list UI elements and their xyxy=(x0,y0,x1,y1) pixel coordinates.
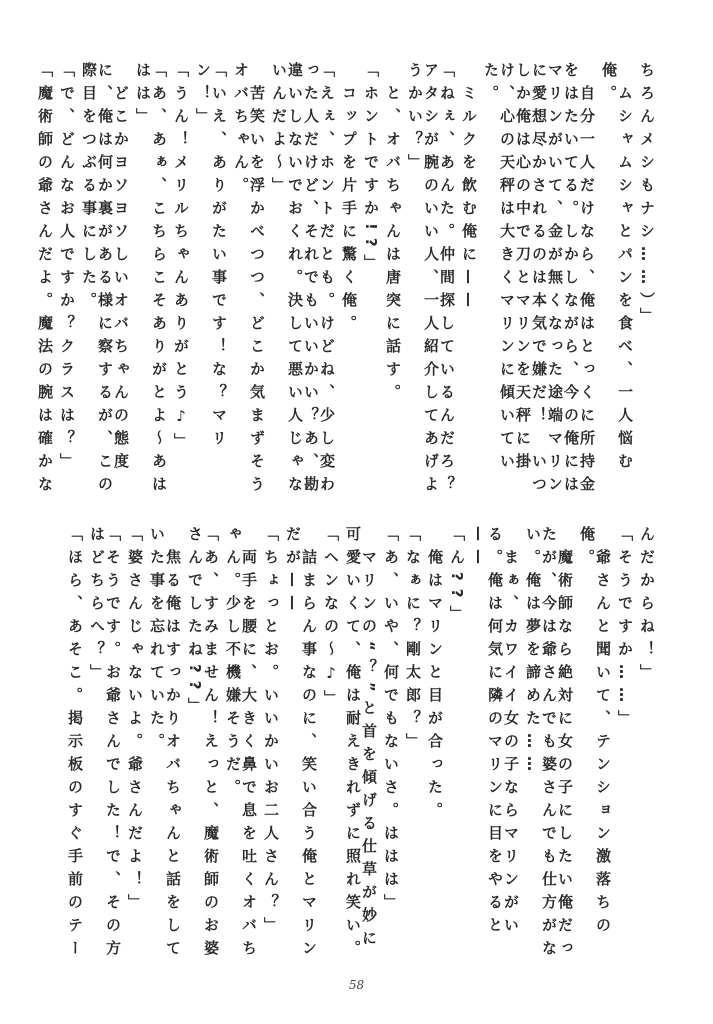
paragraph: コップを片手に驚く俺。 xyxy=(340,62,358,338)
paragraph: 「なぁに？剛太郎？」 xyxy=(404,526,422,756)
paragraph: 「えぇ、ホントだとも。けどね、少し変わった人だけど、それでもいいかい？あ、勘違いしないでおくれ。決して悪い人じゃないんだよ～」 xyxy=(270,62,336,499)
paragraph: 「あ、あぁ、こちらこそありがとよ～あははは」 xyxy=(134,62,168,499)
paragraph: 「いえ、ありがたい事です！な？マリン！」 xyxy=(194,62,228,453)
paragraph: 「ちょっとお。いいかいお二人さん？」 xyxy=(262,526,280,940)
paragraph: 「ヘンなの～♪」 xyxy=(322,526,340,713)
paragraph: 「そうです。お爺さんでした！で、その方はどちらへ？」 xyxy=(88,526,122,963)
page-number: 58 xyxy=(348,978,365,992)
paragraph: 「ホントですか!?」 xyxy=(362,62,380,278)
upper-text-block xyxy=(31,62,655,504)
paragraph: んだからね！」 xyxy=(638,526,656,687)
paragraph: まぁ、カワイイ女の子ならマリンがいる。俺は何気に隣のマリンに目をやると—— xyxy=(470,526,520,940)
paragraph: 焦る俺はすっかりオバちゃんと話をしていた事を忘れていた。 xyxy=(148,526,182,963)
paragraph: と、オバちゃんは唐突に話す。 xyxy=(384,62,402,407)
paragraph: 「ん??」 xyxy=(448,526,466,629)
paragraph: 俺はマリンと目が合った。 xyxy=(426,526,444,825)
paragraph: 「ほら、あそこ。掲示板のすぐ手前のテー xyxy=(66,526,84,963)
paragraph: 爺さんと聞いて、テンション激落ちの俺。 xyxy=(578,526,612,940)
paragraph: 「あ、すみません！えっと、魔術師のお婆さんでしたね??」 xyxy=(186,526,220,963)
paragraph: 「ねぇ、あんた。仲間探しているんだろ？アタシが腕のいい人、一人紹介してあげようかい？」 xyxy=(406,62,456,499)
paragraph: 苦笑いを浮かべつつ、どこか気まずそうオバちゃん。 xyxy=(232,62,266,499)
paragraph: 「で、どんなお人ですか？クラスは？」 xyxy=(58,62,76,476)
paragraph: マリンの“？”と首を傾げる仕草が妙に可愛いくて、俺は耐えきれずに照れ笑い。 xyxy=(344,526,378,963)
paragraph: 「魔術師の爺さんだよ。魔法の腕は確かな xyxy=(36,62,54,499)
paragraph: どこかヨソヨソしいオバちゃんの態度に、俺は何か裏がある様に察するが、この際目をつぶる事にした。 xyxy=(80,62,130,499)
paragraph: 両手を腰に、大きく鼻で息を吐くオバちゃん。少し不機嫌そうだ。 xyxy=(224,526,258,963)
paragraph: 魔術師なら絶対に女の子にしたい俺だったが、今は爺さんでも婆さんでも仕方がない。俺は夢を諦めた…… xyxy=(524,526,574,963)
paragraph: 詰まらん事なのに、笑い合う俺とマリンだが—— xyxy=(284,526,318,963)
paragraph: ミルクを飲む俺に—— xyxy=(460,62,478,315)
paragraph: ムシャムシャとパンを食べ、一人悩む俺。 xyxy=(600,62,634,476)
paragraph: 「あ、いや、何でもないさ。ははは」 xyxy=(382,526,400,917)
lower-text-block xyxy=(61,526,655,968)
paragraph: ちろんメシもナシ……）」 xyxy=(638,62,656,331)
paragraph: 自分一人だけなら、俺はとっくに所持金をはたいてる。しかしながら、今の俺にはマリンがいて、金が無くなった途端マリンに愛想尽かされるのは本気で嫌だ！ いつしか俺は心の中で刀とマリンを天秤に掛け、心の天秤は大きくマリンに傾いていた。 xyxy=(482,62,596,499)
paragraph: 「そうですか……」 xyxy=(616,526,634,733)
paragraph: 「うん！メリルちゃんありがとう♪」 xyxy=(172,62,190,456)
paragraph: 「婆さんじゃないよ。爺さんだよ！」 xyxy=(126,526,144,917)
